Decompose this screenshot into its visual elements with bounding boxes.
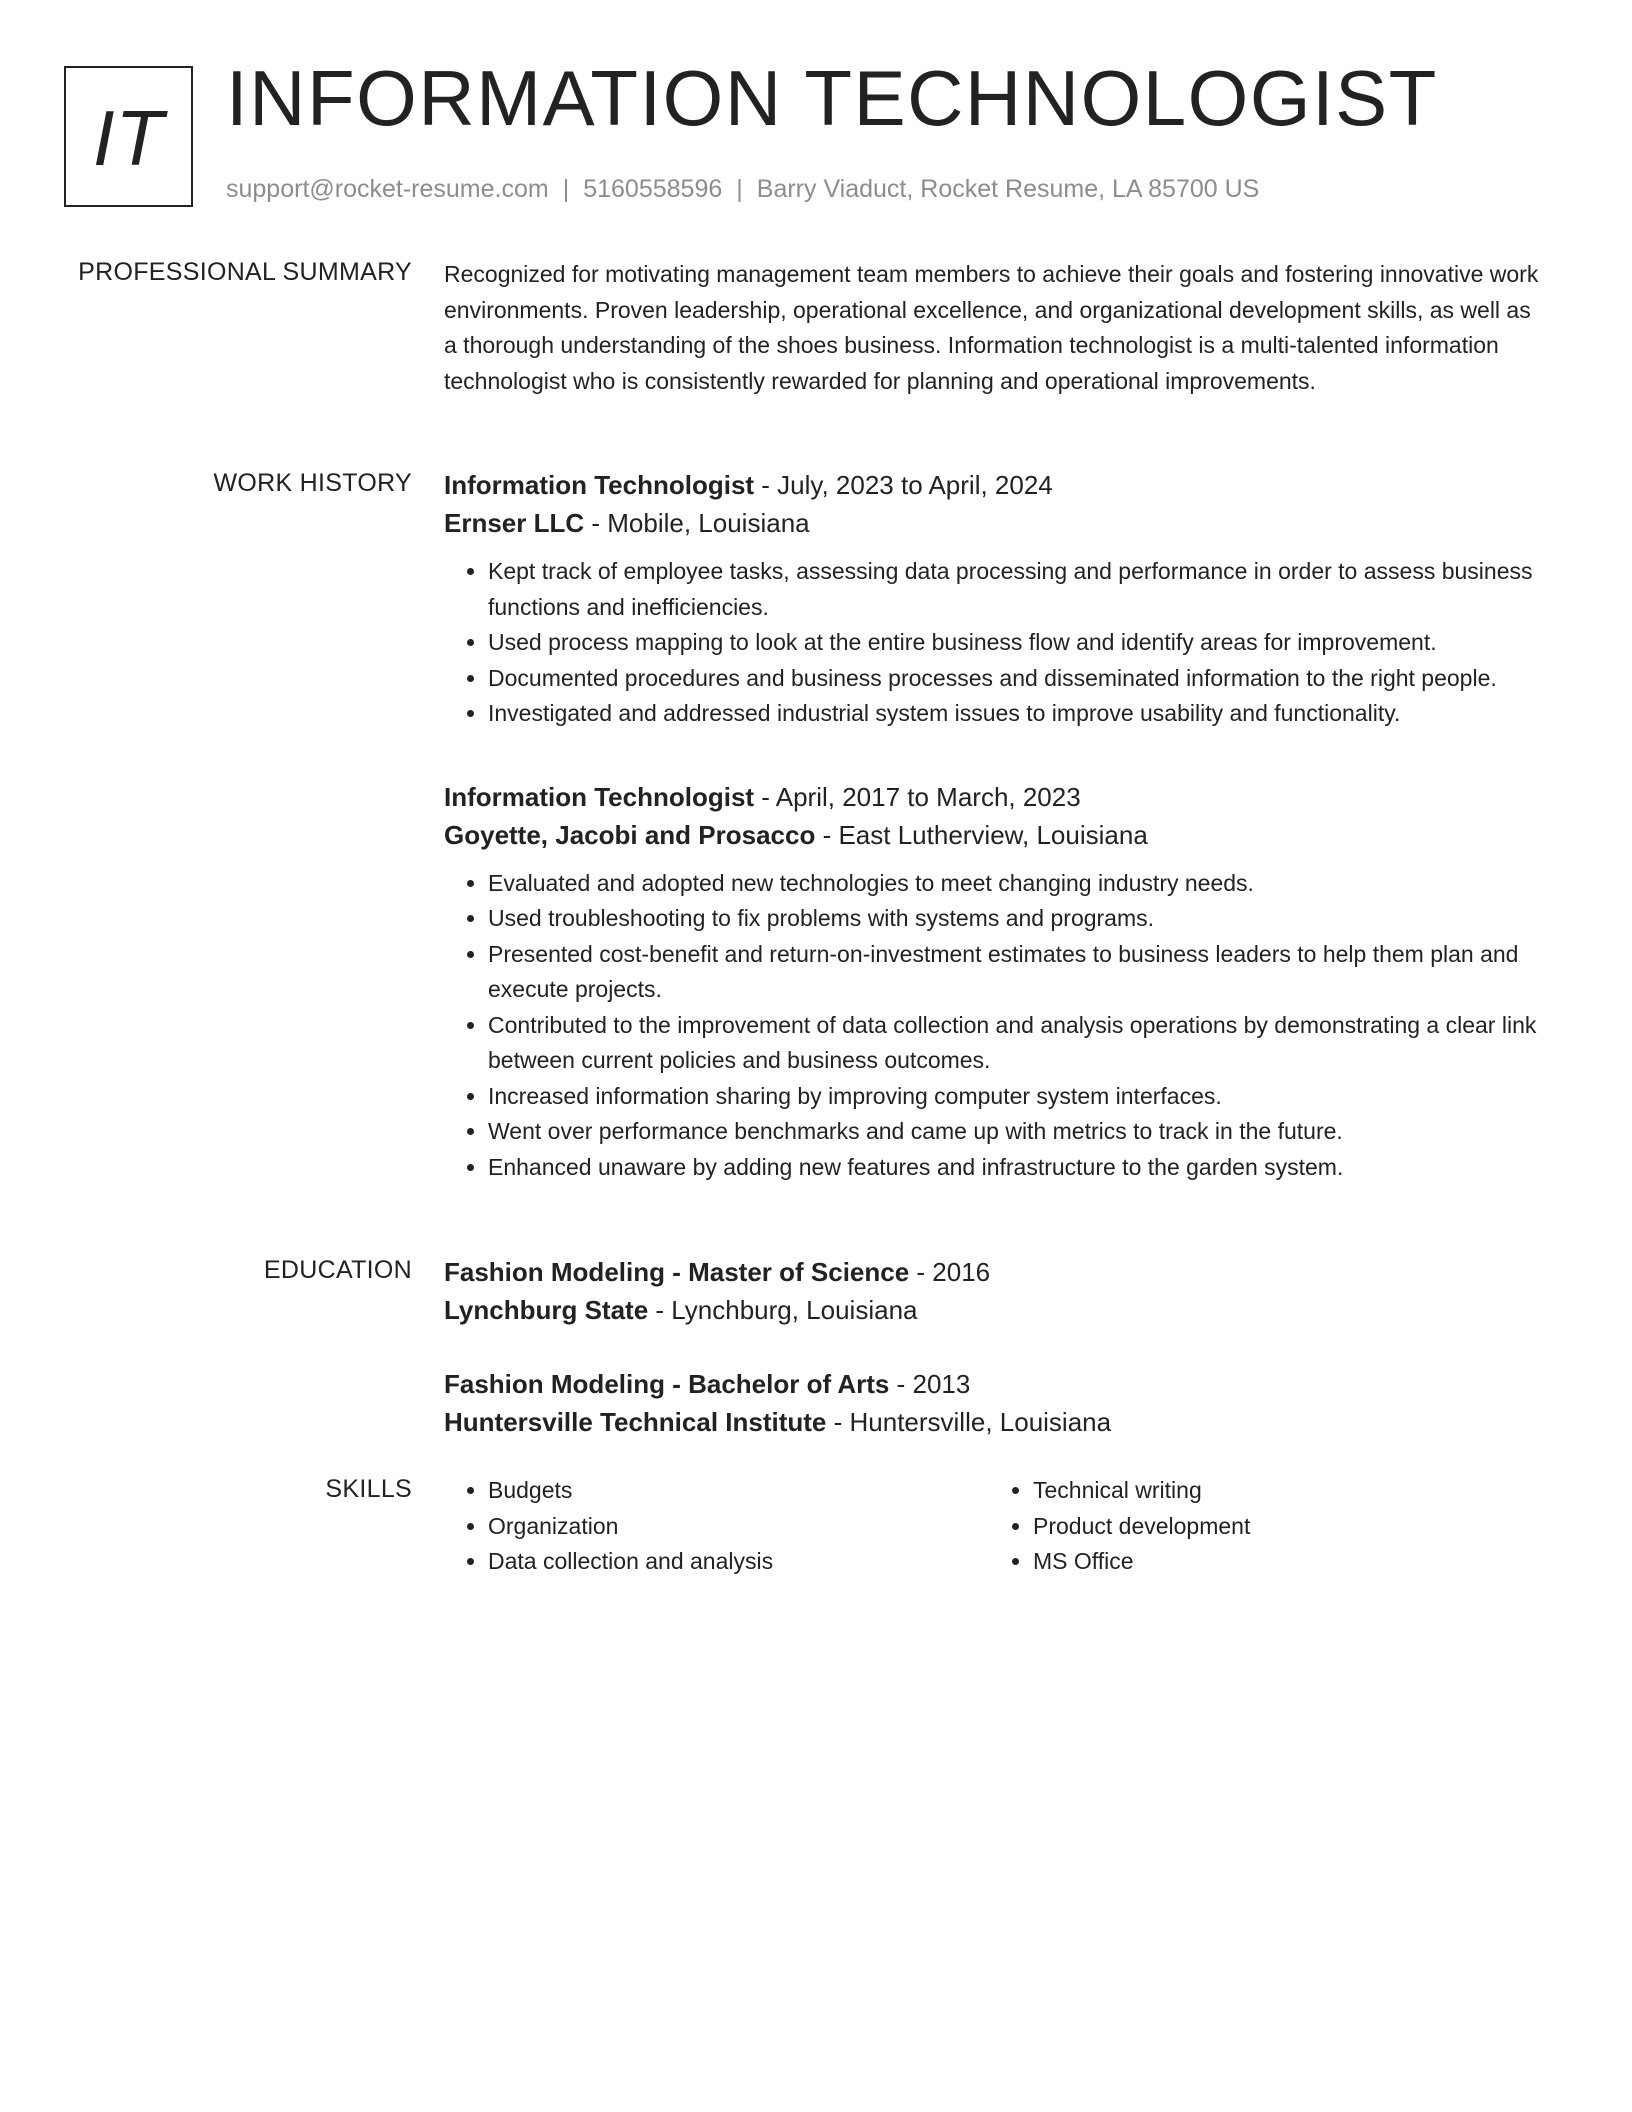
job-bullet: • Increased information sharing by improving computer system interfaces.: [488, 1079, 1548, 1115]
job-bullet: • Presented cost-benefit and return-on-investment estimates to business leaders to help them plan and execute projects.: [488, 937, 1548, 1008]
job-company-line: [444, 816, 1548, 854]
education-entry: [444, 1365, 1548, 1441]
work-history-label: WORK HISTORY: [213, 469, 412, 497]
summary-text: Recognized for motivating management team members to achieve their goals and fostering innovative work environments. Proven leadership, operational excellence, and organizational development skills, as well as a thorough understanding of the shoes business. Information technologist is a multi-talented information technologist who is consistently rewarded for planning and operational improvements.: [444, 261, 1539, 394]
job-location: - Mobile, Louisiana: [584, 508, 810, 538]
education-body: [444, 1253, 1548, 1477]
job-bullet: • Contributed to the improvement of data collection and analysis operations by demonstrating a clear link between current policies and business outcomes.: [488, 1008, 1548, 1079]
education-degree: Fashion Modeling - Master of Science: [444, 1257, 910, 1287]
work-history-body: [444, 466, 1548, 1231]
education-degree: Fashion Modeling - Bachelor of Arts: [444, 1369, 890, 1399]
job-title: Information Technologist: [444, 470, 755, 500]
job-bullet: • Went over performance benchmarks and came up with metrics to track in the future.: [488, 1114, 1548, 1150]
education-degree-line: [444, 1253, 1548, 1291]
skills-body: [444, 1473, 1548, 1580]
skills-column-left: [444, 1473, 989, 1580]
education-location: - Lynchburg, Louisiana: [648, 1295, 918, 1325]
education-label: EDUCATION: [263, 1256, 412, 1284]
education-year: - 2013: [889, 1369, 971, 1399]
job-dates: - April, 2017 to March, 2023: [754, 781, 1081, 812]
education-school: Huntersville Technical Institute: [444, 1407, 827, 1437]
education-school: Lynchburg State: [444, 1295, 649, 1325]
job-bullets: [444, 866, 1548, 1186]
job-dates: - July, 2023 to April, 2024: [754, 470, 1053, 500]
job-title-line: [444, 466, 1548, 504]
skills-grid: [444, 1473, 1548, 1580]
summary-label: PROFESSIONAL SUMMARY: [78, 258, 412, 286]
job-bullet: • Kept track of employee tasks, assessing data processing and performance in order to assess business functions and inefficiencies.: [488, 554, 1548, 625]
skill-item: • Product development: [1033, 1509, 1534, 1545]
monogram-box: [64, 66, 193, 207]
contact-email: support@rocket-resume.com: [226, 175, 549, 203]
contact-separator: |: [736, 175, 743, 203]
contact-address: Barry Viaduct, Rocket Resume, LA 85700 US: [756, 175, 1260, 203]
skill-item: • Technical writing: [1033, 1473, 1534, 1509]
education-degree-line: [444, 1365, 1548, 1403]
job-title: Information Technologist: [444, 781, 755, 812]
job-title-line: [444, 778, 1548, 816]
summary-body: [444, 257, 1548, 399]
job-entry: [444, 466, 1548, 732]
job-company: Goyette, Jacobi and Prosacco: [444, 819, 816, 850]
job-bullet: • Used process mapping to look at the entire business flow and identify areas for improvement.: [488, 625, 1548, 661]
job-bullets: [444, 554, 1548, 732]
contact-line: [226, 174, 1259, 204]
education-school-line: [444, 1291, 1548, 1329]
job-bullet: • Enhanced unaware by adding new features and infrastructure to the garden system.: [488, 1150, 1548, 1186]
job-bullet: • Evaluated and adopted new technologies to meet changing industry needs.: [488, 866, 1548, 902]
skills-label: SKILLS: [325, 1475, 412, 1503]
job-bullet: • Used troubleshooting to fix problems with systems and programs.: [488, 901, 1548, 937]
skill-item: • Data collection and analysis: [488, 1544, 989, 1580]
education-school-line: [444, 1403, 1548, 1441]
skill-item: • Organization: [488, 1509, 989, 1545]
skills-column-right: [989, 1473, 1534, 1580]
job-entry: [444, 778, 1548, 1186]
skill-item: • Budgets: [488, 1473, 989, 1509]
education-entry: [444, 1253, 1548, 1329]
monogram-text: IT: [92, 93, 165, 182]
resume-name: INFORMATION TECHNOLOGIST: [226, 54, 1438, 142]
job-bullet: • Investigated and addressed industrial system issues to improve usability and functionality.: [488, 696, 1548, 732]
job-location: - East Lutherview, Louisiana: [815, 819, 1148, 850]
education-year: - 2016: [909, 1257, 991, 1287]
skill-item: • MS Office: [1033, 1544, 1534, 1580]
contact-separator: |: [562, 175, 570, 203]
job-company: Ernser LLC: [444, 508, 585, 538]
education-location: - Huntersville, Louisiana: [826, 1407, 1112, 1437]
contact-phone: 5160558596: [583, 175, 723, 203]
job-bullet: • Documented procedures and business processes and disseminated information to the right people.: [488, 661, 1548, 697]
job-company-line: [444, 504, 1548, 542]
